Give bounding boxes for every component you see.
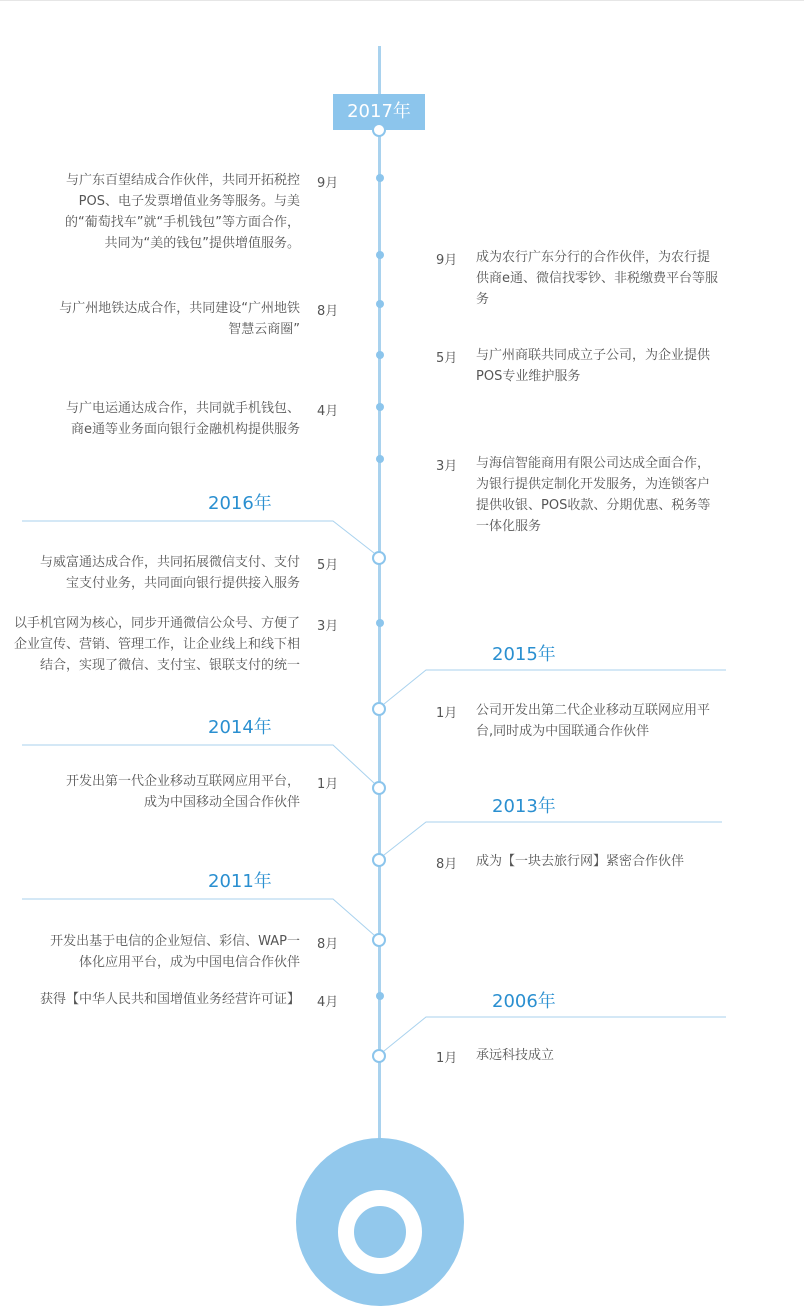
year-label-2016: 2016年 bbox=[208, 493, 272, 514]
event-text: 与广州地铁达成合作，共同建设“广州地铁智慧云商圈” bbox=[59, 301, 300, 337]
event-month: 9月 bbox=[436, 253, 458, 268]
event-text: 与广电运通达成合作，共同就手机钱包、商e通等业务面向银行金融机构提供服务 bbox=[65, 401, 300, 437]
year-label-2011: 2011年 bbox=[208, 871, 272, 892]
event-month: 3月 bbox=[317, 619, 339, 634]
year-label-2014: 2014年 bbox=[208, 717, 272, 738]
timeline-node-2013 bbox=[372, 853, 386, 867]
timeline-node-2014 bbox=[372, 781, 386, 795]
year-label-2013: 2013年 bbox=[492, 796, 556, 817]
connector-2015 bbox=[384, 670, 726, 704]
timeline-node-2016 bbox=[372, 551, 386, 565]
timeline-dot bbox=[376, 619, 384, 627]
timeline-dot bbox=[376, 351, 384, 359]
connector-2016 bbox=[22, 521, 374, 553]
event-month: 9月 bbox=[317, 176, 339, 191]
event-month: 1月 bbox=[436, 706, 458, 721]
event-text: 公司开发出第二代企业移动互联网应用平台,同时成为中国联通合作伙伴 bbox=[476, 703, 711, 739]
timeline-dot bbox=[376, 174, 384, 182]
event-text: 与广州商联共同成立子公司，为企业提供POS专业维护服务 bbox=[476, 348, 711, 384]
event-month: 5月 bbox=[317, 558, 339, 573]
event-text: 获得【中华人民共和国增值业务经营许可证】 bbox=[39, 992, 300, 1007]
timeline-node-2015 bbox=[372, 702, 386, 716]
event-month: 8月 bbox=[317, 304, 339, 319]
connector-2011 bbox=[22, 899, 374, 935]
event-text: 成为农行广东分行的合作伙伴，为农行提供商e通、微信找零钞、非税缴费平台等服务 bbox=[476, 250, 718, 307]
year-badge-2017: 2017年 bbox=[333, 94, 425, 130]
timeline-node-2006 bbox=[372, 1049, 386, 1063]
event-text: 承远科技成立 bbox=[476, 1048, 555, 1063]
timeline-node-2017 bbox=[372, 123, 386, 137]
event-month: 8月 bbox=[317, 937, 339, 952]
event-month: 3月 bbox=[436, 459, 458, 474]
event-text: 与海信智能商用有限公司达成全面合作，为银行提供定制化开发服务，为连锁客户提供收银、POS收款、分期优惠、税务等一体化服务 bbox=[476, 456, 711, 534]
event-text: 开发出基于电信的企业短信、彩信、WAP一体化应用平台，成为中国电信合作伙伴 bbox=[50, 934, 300, 970]
event-month: 1月 bbox=[317, 777, 339, 792]
event-text: 与威富通达成合作，共同拓展微信支付、支付宝支付业务，共同面向银行提供接入服务 bbox=[39, 555, 300, 591]
year-label-2015: 2015年 bbox=[492, 644, 556, 665]
year-label-2006: 2006年 bbox=[492, 991, 556, 1012]
event-month: 1月 bbox=[436, 1051, 458, 1066]
event-month: 5月 bbox=[436, 351, 458, 366]
event-month: 8月 bbox=[436, 857, 458, 872]
event-text: 与广东百望结成合作伙伴，共同开拓税控POS、电子发票增值业务等服务。与美的“葡萄找车”就“手机钱包”等方面合作，共同为“美的钱包”提供增值服务。 bbox=[65, 173, 300, 251]
timeline-dot bbox=[376, 300, 384, 308]
timeline-dot bbox=[376, 992, 384, 1000]
event-text: 开发出第一代企业移动互联网应用平台，成为中国移动全国合作伙伴 bbox=[65, 774, 300, 810]
event-month: 4月 bbox=[317, 404, 339, 419]
timeline-dot bbox=[376, 251, 384, 259]
timeline-node-2011 bbox=[372, 933, 386, 947]
event-month: 4月 bbox=[317, 995, 339, 1010]
event-text: 成为【一块去旅行网】紧密合作伙伴 bbox=[476, 854, 685, 869]
timeline-dot bbox=[376, 455, 384, 463]
event-text: 以手机官网为核心，同步开通微信公众号、方便了企业宣传、营销、管理工作，让企业线上和线下相结合，实现了微信、支付宝、银联支付的统一 bbox=[13, 616, 300, 673]
timeline-dot bbox=[376, 403, 384, 411]
